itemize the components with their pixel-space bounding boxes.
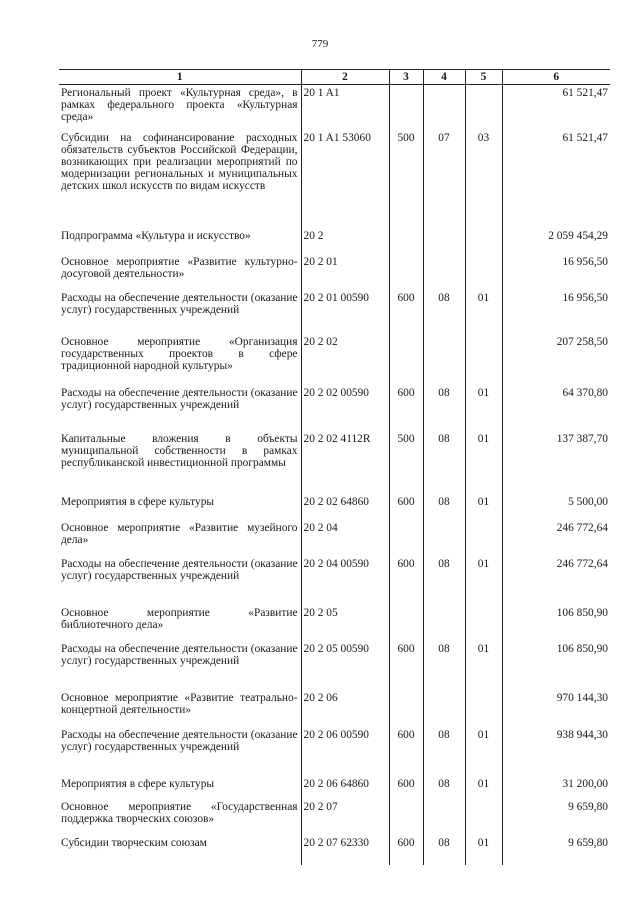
- row-amount: 64 370,80: [502, 385, 610, 431]
- row-name: Основное мероприятие «Развитие театрально-концертной деятельности»: [61, 691, 298, 716]
- row-code: 20 2 05: [301, 605, 389, 641]
- table-row: [59, 130, 610, 228]
- row-amount: 9 659,80: [502, 835, 610, 865]
- row-amount: 61 521,47: [502, 130, 610, 228]
- row-amount: 16 956,50: [502, 254, 610, 290]
- row-col-3: 500: [389, 431, 423, 494]
- row-amount: 246 772,64: [502, 556, 610, 605]
- row-col-5: 01: [465, 494, 502, 520]
- row-col-4: [423, 254, 465, 290]
- row-code: 20 2 06 00590: [301, 727, 389, 776]
- row-col-5: 03: [465, 130, 502, 228]
- row-col-5: 01: [465, 431, 502, 494]
- row-code: 20 2 02 4112R: [301, 431, 389, 494]
- row-col-4: [423, 85, 465, 130]
- row-name: Субсидии творческим союзам: [61, 836, 207, 849]
- table-row: [59, 690, 610, 727]
- row-col-5: [465, 520, 502, 556]
- row-amount: 137 387,70: [502, 431, 610, 494]
- row-name: Расходы на обеспечение деятельности (оказание услуг) государственных учреждений: [61, 557, 298, 582]
- header-col-4: 4: [423, 70, 465, 85]
- row-col-5: [465, 690, 502, 727]
- row-col-4: 08: [423, 431, 465, 494]
- row-code: 20 2 01: [301, 254, 389, 290]
- row-code: 20 1 A1 53060: [301, 130, 389, 228]
- row-name: Капитальные вложения в объекты муниципальной собственности в рамках республиканской инвестиционной программы: [61, 432, 298, 469]
- row-col-4: 08: [423, 835, 465, 865]
- row-name: Основное мероприятие «Государственная поддержка творческих союзов»: [61, 800, 298, 825]
- row-col-5: 01: [465, 556, 502, 605]
- table-row: [59, 385, 610, 431]
- row-col-3: [389, 334, 423, 385]
- header-col-1: 1: [59, 70, 301, 85]
- table-row: [59, 85, 610, 130]
- row-name: Основное мероприятие «Развитие музейного дела»: [61, 521, 298, 546]
- row-col-3: 600: [389, 835, 423, 865]
- row-code: 20 2 04 00590: [301, 556, 389, 605]
- row-col-5: [465, 605, 502, 641]
- row-col-3: [389, 228, 423, 254]
- row-amount: 970 144,30: [502, 690, 610, 727]
- row-name: Мероприятия в сфере культуры: [61, 777, 215, 790]
- row-col-5: 01: [465, 385, 502, 431]
- row-name: Мероприятия в сфере культуры: [61, 495, 215, 508]
- page-number: 779: [311, 38, 329, 50]
- row-code: 20 2 05 00590: [301, 641, 389, 690]
- row-col-3: [389, 85, 423, 130]
- row-col-4: 08: [423, 776, 465, 799]
- row-amount: 9 659,80: [502, 799, 610, 835]
- row-col-4: [423, 799, 465, 835]
- header-col-5: 5: [465, 70, 502, 85]
- row-amount: 2 059 454,29: [502, 228, 610, 254]
- row-col-4: [423, 690, 465, 727]
- row-col-3: 600: [389, 494, 423, 520]
- table-row: [59, 776, 610, 799]
- row-col-3: 500: [389, 130, 423, 228]
- row-col-4: 08: [423, 556, 465, 605]
- row-name: Расходы на обеспечение деятельности (оказание услуг) государственных учреждений: [61, 386, 298, 411]
- row-col-4: 08: [423, 385, 465, 431]
- row-col-5: 01: [465, 290, 502, 334]
- row-col-4: [423, 228, 465, 254]
- table-row: [59, 520, 610, 556]
- row-col-3: 600: [389, 556, 423, 605]
- row-name: Подпрограмма «Культура и искусство»: [61, 229, 251, 242]
- row-col-5: [465, 254, 502, 290]
- row-code: 20 2 02 64860: [301, 494, 389, 520]
- row-col-5: [465, 85, 502, 130]
- row-col-4: 08: [423, 494, 465, 520]
- row-amount: 106 850,90: [502, 605, 610, 641]
- row-col-5: 01: [465, 727, 502, 776]
- row-col-3: [389, 690, 423, 727]
- table-row: [59, 334, 610, 385]
- row-amount: 5 500,00: [502, 494, 610, 520]
- row-col-5: 01: [465, 641, 502, 690]
- table-header-row: [59, 70, 610, 85]
- row-code: 20 2 07: [301, 799, 389, 835]
- row-col-4: 08: [423, 290, 465, 334]
- row-name: Расходы на обеспечение деятельности (оказание услуг) государственных учреждений: [61, 642, 298, 667]
- row-col-5: [465, 799, 502, 835]
- row-amount: 246 772,64: [502, 520, 610, 556]
- row-amount: 106 850,90: [502, 641, 610, 690]
- table-row: [59, 835, 610, 865]
- table-row: [59, 727, 610, 776]
- row-col-4: 07: [423, 130, 465, 228]
- row-name: Расходы на обеспечение деятельности (оказание услуг) государственных учреждений: [61, 728, 298, 753]
- row-amount: 31 200,00: [502, 776, 610, 799]
- row-col-3: 600: [389, 290, 423, 334]
- row-col-3: 600: [389, 385, 423, 431]
- row-col-4: 08: [423, 727, 465, 776]
- table-row: [59, 254, 610, 290]
- table-row: [59, 494, 610, 520]
- row-col-3: [389, 520, 423, 556]
- header-col-3: 3: [389, 70, 423, 85]
- row-amount: 16 956,50: [502, 290, 610, 334]
- header-col-6: 6: [502, 70, 610, 85]
- row-code: 20 2 01 00590: [301, 290, 389, 334]
- row-code: 20 2 02: [301, 334, 389, 385]
- table-row: [59, 641, 610, 690]
- row-code: 20 1 A1: [301, 85, 389, 130]
- row-col-5: 01: [465, 776, 502, 799]
- row-col-5: [465, 228, 502, 254]
- header-col-2: 2: [301, 70, 389, 85]
- row-amount: 61 521,47: [502, 85, 610, 130]
- row-name: Основное мероприятие «Развитие культурно-досуговой деятельности»: [61, 255, 298, 280]
- row-name: Основное мероприятие «Организация государственных проектов в сфере традиционной народной культуры»: [61, 335, 298, 372]
- table-row: [59, 605, 610, 641]
- row-col-3: [389, 254, 423, 290]
- row-name: Субсидии на софинансирование расходных обязательств субъектов Российской Федерации, возникающих при реализации мероприятий по модернизации региональных и муниципальных детских школ искусств по видам искусств: [61, 131, 298, 192]
- row-amount: 938 944,30: [502, 727, 610, 776]
- row-col-4: [423, 520, 465, 556]
- row-amount: 207 258,50: [502, 334, 610, 385]
- row-col-5: 01: [465, 835, 502, 865]
- row-name: Региональный проект «Культурная среда», в рамках федерального проекта «Культурная среда»: [61, 87, 298, 124]
- table-row: [59, 228, 610, 254]
- row-code: 20 2 06: [301, 690, 389, 727]
- table-row: [59, 431, 610, 494]
- row-col-4: [423, 334, 465, 385]
- row-col-3: [389, 605, 423, 641]
- row-code: 20 2 06 64860: [301, 776, 389, 799]
- row-code: 20 2 07 62330: [301, 835, 389, 865]
- row-code: 20 2 04: [301, 520, 389, 556]
- row-col-3: [389, 799, 423, 835]
- row-col-3: 600: [389, 776, 423, 799]
- row-col-3: 600: [389, 641, 423, 690]
- row-col-5: [465, 334, 502, 385]
- row-col-3: 600: [389, 727, 423, 776]
- table-row: [59, 556, 610, 605]
- row-code: 20 2: [301, 228, 389, 254]
- row-name: Основное мероприятие «Развитие библиотечного дела»: [61, 606, 298, 631]
- row-col-4: 08: [423, 641, 465, 690]
- table-row: [59, 799, 610, 835]
- table-row: [59, 290, 610, 334]
- row-name: Расходы на обеспечение деятельности (оказание услуг) государственных учреждений: [61, 291, 298, 316]
- budget-table: [59, 69, 610, 865]
- row-col-4: [423, 605, 465, 641]
- row-code: 20 2 02 00590: [301, 385, 389, 431]
